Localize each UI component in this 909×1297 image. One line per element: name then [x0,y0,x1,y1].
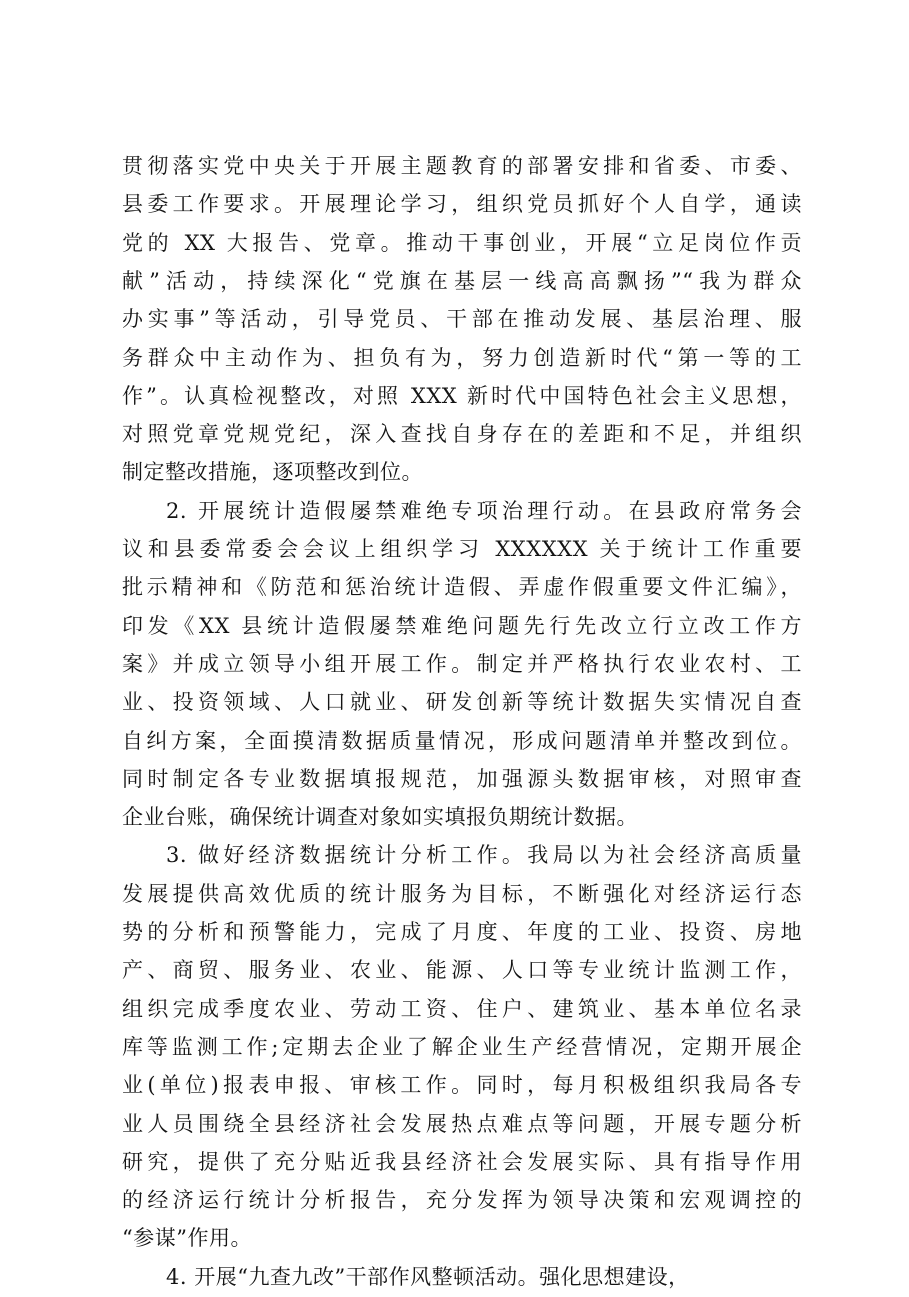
text-line-19: 3. 做好经济数据统计分析工作。我局以为社会经济高质量 [166,843,802,868]
text-line-1: 贯彻落实党中央关于开展主题教育的部署安排和省委、市委、 [122,154,802,178]
text-line-8: 对照党章党规党纪，深入查找自身存在的差距和不足，并组织 [122,422,802,447]
text-line-11: 议和县委常委会会议上组织学习 XXXXXX 关于统计工作重要 [122,537,802,561]
text-line-25: 业(单位)报表申报、审核工作。同时，每月积极组织我局各专 [122,1073,802,1098]
text-line-9: 制定整改措施，逐项整改到位。 [122,460,423,485]
text-line-10: 2. 开展统计造假屡禁难绝专项治理行动。在县政府常务会 [166,498,802,523]
text-line-22: 产、商贸、服务业、农业、能源、人口等专业统计监测工作， [122,958,802,983]
text-line-21: 势的分析和预警能力，完成了月度、年度的工业、投资、房地 [122,920,802,944]
text-line-23: 组织完成季度农业、劳动工资、住户、建筑业、基本单位名录 [122,996,802,1021]
text-line-29: “参谋”作用。 [122,1226,252,1251]
text-line-4: 献”活动，持续深化“党旗在基层一线高高飘扬”“我为群众 [122,268,802,293]
text-line-12: 批示精神和《防范和惩治统计造假、弄虚作假重要文件汇编》， [122,575,802,600]
text-line-2: 县委工作要求。开展理论学习，组织党员抓好个人自学，通读 [122,192,802,217]
text-line-6: 务群众中主动作为、担负有为，努力创造新时代“第一等的工 [122,345,802,370]
text-line-30: 4. 开展“九查九改”干部作风整顿活动。强化思想建设， [166,1264,690,1289]
text-line-18: 企业台账，确保统计调查对象如实填报负期统计数据。 [122,805,638,830]
text-line-17: 同时制定各专业数据填报规范，加强源头数据审核，对照审查 [122,766,802,791]
text-line-27: 研究，提供了充分贴近我县经济社会发展实际、具有指导作用 [122,1149,802,1174]
text-line-13: 印发《XX 县统计造假屡禁难绝问题先行先改立行立改工作方 [122,613,802,638]
text-line-24: 库等监测工作;定期去企业了解企业生产经营情况，定期开展企 [122,1034,802,1059]
text-line-28: 的经济运行统计分析报告，充分发挥为领导决策和宏观调控的 [122,1188,802,1213]
text-line-5: 办实事”等活动，引导党员、干部在推动发展、基层治理、服 [122,307,802,332]
text-line-20: 发展提供高效优质的统计服务为目标，不断强化对经济运行态 [122,881,802,906]
text-line-3: 党的 XX 大报告、党章。推动干事创业，开展“立足岗位作贡 [122,230,802,255]
text-line-16: 自纠方案，全面摸清数据质量情况，形成问题清单并整改到位。 [122,728,802,753]
text-line-26: 业人员围绕全县经济社会发展热点难点等问题，开展专题分析 [122,1111,802,1136]
text-line-15: 业、投资领域、人口就业、研发创新等统计数据失实情况自查 [122,690,802,715]
text-line-7: 作”。认真检视整改，对照 XXX 新时代中国特色社会主义思想， [122,383,802,408]
text-line-14: 案》并成立领导小组开展工作。制定并严格执行农业农村、工 [122,651,802,676]
